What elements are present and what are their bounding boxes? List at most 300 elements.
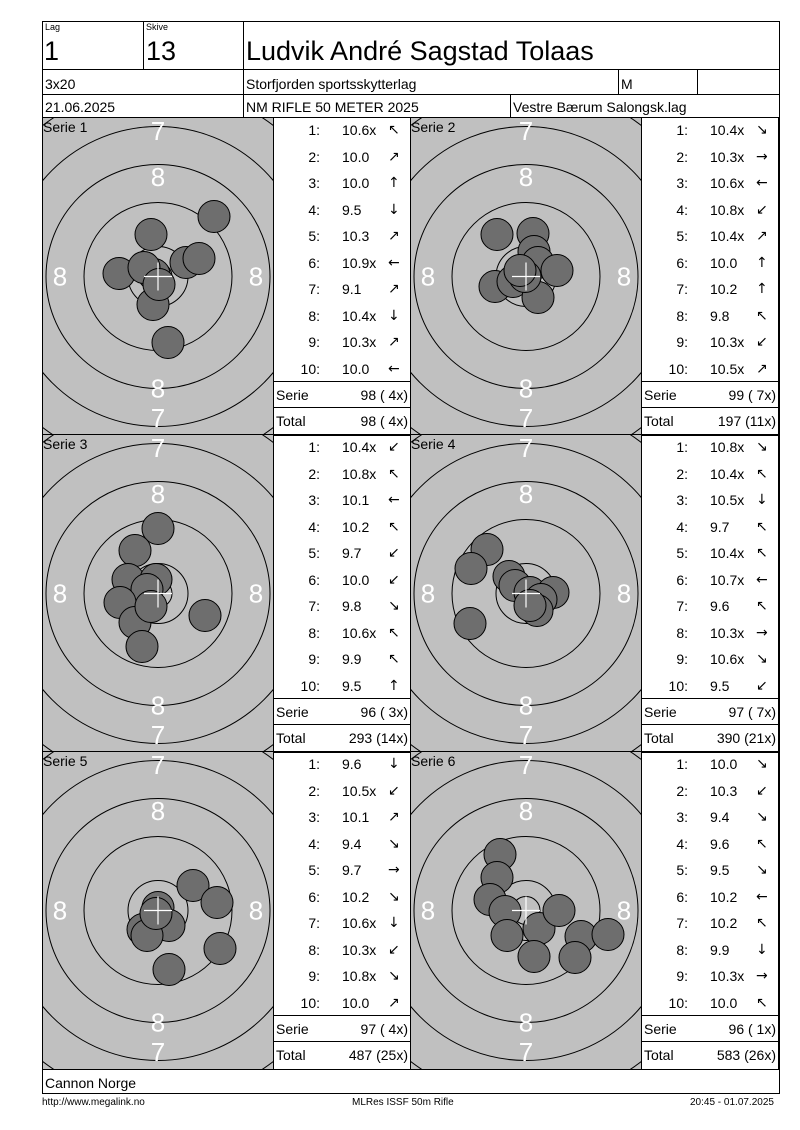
ring-number-label: 7 — [518, 752, 534, 780]
shot-hole — [201, 887, 233, 919]
shot-score: 10.2 — [342, 518, 370, 535]
serie-label: Serie — [644, 387, 677, 403]
ring-number-label: 7 — [150, 752, 166, 780]
ring-number-label: 8 — [52, 578, 68, 609]
series-block — [411, 118, 779, 435]
shot-number: 7: — [676, 598, 688, 614]
shot-number: 4: — [308, 518, 320, 535]
shot-number: 4: — [308, 835, 320, 852]
shot-number: 7: — [308, 598, 320, 614]
shot-score: 10.4x — [342, 307, 377, 324]
shot-score: 10.4x — [710, 465, 745, 482]
shot-number: 4: — [676, 518, 688, 535]
shot-number: 7: — [676, 915, 688, 931]
ring-number-label: 7 — [518, 118, 534, 146]
skive-label: Skive — [146, 22, 169, 32]
shot-hole — [153, 954, 185, 986]
shot-score: 10.0 — [342, 994, 370, 1011]
lag-label: Lag — [45, 22, 61, 32]
total-score: 390 (21x) — [716, 730, 776, 746]
shot-direction-arrow-icon: ↗ — [388, 334, 400, 350]
target-image — [411, 118, 641, 435]
ring-number-label: 8 — [518, 796, 534, 826]
shot-score: 10.3x — [710, 148, 745, 165]
shot-score: 10.6x — [342, 915, 377, 931]
shot-hole — [189, 600, 221, 632]
shot-score: 9.5 — [710, 862, 730, 878]
shot-direction-arrow-icon: ↖ — [388, 122, 400, 138]
shot-direction-arrow-icon: ↘ — [756, 122, 768, 138]
shot-number: 1: — [308, 756, 320, 772]
shot-direction-arrow-icon: → — [756, 624, 768, 641]
shot-number: 2: — [676, 148, 688, 165]
shot-number: 8: — [676, 941, 688, 958]
total-label: Total — [276, 1047, 306, 1063]
target-image — [411, 752, 641, 1069]
serie-score: 97 ( 7x) — [728, 704, 776, 720]
ring-number-label: 8 — [150, 479, 166, 509]
shot-score: 10.2 — [710, 281, 738, 297]
shot-score: 10.3x — [342, 334, 377, 350]
host-club: Vestre Bærum Salongsk.lag — [513, 99, 687, 115]
shot-score: 9.9 — [342, 651, 362, 667]
shot-number: 1: — [308, 122, 320, 138]
shot-direction-arrow-icon: ↓ — [756, 492, 768, 508]
shot-hole — [119, 535, 151, 567]
shot-row — [642, 942, 779, 969]
skive-value: 13 — [146, 36, 177, 66]
shot-direction-arrow-icon: ↑ — [756, 254, 768, 271]
shot-row — [642, 756, 779, 783]
shot-score: 10.6x — [710, 175, 745, 191]
shot-direction-arrow-icon: ↙ — [388, 782, 400, 799]
shot-direction-arrow-icon: ↘ — [388, 598, 400, 614]
ring-number-label: 8 — [248, 895, 264, 926]
ring-number-label: 7 — [150, 435, 166, 463]
shot-number: 6: — [308, 254, 320, 271]
shot-direction-arrow-icon: ↖ — [756, 518, 768, 535]
shot-score: 10.8x — [710, 201, 745, 218]
shot-number: 1: — [308, 439, 320, 455]
shot-row — [642, 149, 779, 176]
total-score: 487 (25x) — [348, 1047, 408, 1063]
shot-row — [642, 862, 779, 889]
shot-hole — [126, 631, 158, 663]
shot-number: 4: — [676, 835, 688, 852]
shot-score: 10.8x — [342, 968, 377, 984]
shot-hole — [143, 269, 175, 301]
shot-score: 9.6 — [342, 756, 362, 772]
series-block — [411, 752, 779, 1069]
shot-number: 9: — [676, 334, 688, 350]
shot-number: 5: — [308, 862, 320, 878]
shot-score: 10.1 — [342, 809, 370, 825]
shot-number: 3: — [308, 492, 320, 508]
ring-number-label: 8 — [518, 1007, 534, 1038]
shot-row — [274, 175, 411, 202]
shot-row — [642, 995, 779, 1022]
ring-number-label: 7 — [150, 1037, 166, 1067]
shot-score: 10.5x — [342, 782, 377, 799]
serie-label: Serie — [276, 1021, 309, 1037]
ring-number-label: 8 — [150, 162, 166, 192]
shot-number: 9: — [676, 651, 688, 667]
ring-number-label: 8 — [248, 578, 264, 609]
website-link[interactable]: http://www.megalink.no — [42, 1097, 145, 1108]
shot-number: 7: — [676, 281, 688, 297]
shot-row — [274, 942, 411, 969]
shot-direction-arrow-icon: ↖ — [388, 651, 400, 667]
shot-score: 9.9 — [710, 941, 730, 958]
shot-direction-arrow-icon: ↖ — [756, 835, 768, 852]
shot-hole — [559, 942, 591, 974]
shot-direction-arrow-icon: ↘ — [388, 888, 400, 905]
shot-row — [642, 968, 779, 995]
lag-value: 1 — [44, 36, 60, 66]
shot-row — [274, 519, 411, 546]
shot-direction-arrow-icon: ↓ — [388, 201, 400, 218]
shot-row — [274, 439, 411, 466]
shot-score: 9.6 — [710, 598, 730, 614]
shot-score: 9.4 — [342, 835, 362, 852]
serie-label: Serie — [644, 1021, 677, 1037]
series-block — [43, 118, 411, 435]
shot-row — [274, 308, 411, 335]
shot-score: 10.0 — [342, 360, 370, 377]
shot-row — [642, 915, 779, 942]
series-title: Serie 3 — [43, 436, 88, 452]
shot-direction-arrow-icon: ↑ — [756, 281, 768, 297]
shot-number: 2: — [308, 465, 320, 482]
shot-number: 3: — [676, 809, 688, 825]
ring-number-label: 8 — [248, 261, 264, 292]
shot-row — [642, 572, 779, 599]
shot-score: 9.7 — [342, 545, 362, 561]
shot-number: 2: — [308, 782, 320, 799]
shot-direction-arrow-icon: ↘ — [756, 651, 768, 667]
shot-row — [274, 466, 411, 493]
shot-score: 10.6x — [342, 122, 377, 138]
total-label: Total — [276, 730, 306, 746]
shot-row — [642, 625, 779, 652]
shot-number: 8: — [308, 941, 320, 958]
shot-score: 10.3x — [342, 941, 377, 958]
series-title: Serie 1 — [43, 119, 88, 135]
ring-number-label: 8 — [420, 895, 436, 926]
shot-direction-arrow-icon: ↖ — [756, 915, 768, 931]
ring-number-label: 8 — [518, 162, 534, 192]
shot-row — [642, 334, 779, 361]
shot-direction-arrow-icon: ← — [756, 175, 768, 191]
shot-direction-arrow-icon: ↘ — [388, 835, 400, 852]
shot-direction-arrow-icon: ↙ — [756, 782, 768, 799]
row-divider — [42, 434, 780, 435]
shot-direction-arrow-icon: → — [756, 968, 768, 984]
shot-score: 10.0 — [342, 148, 370, 165]
shot-score: 10.3x — [710, 334, 745, 350]
shot-number: 9: — [308, 651, 320, 667]
shot-direction-arrow-icon: ↘ — [388, 968, 400, 984]
series-title: Serie 4 — [411, 436, 456, 452]
shot-score: 10.4x — [342, 439, 377, 455]
shot-score: 9.4 — [710, 809, 730, 825]
shot-number: 8: — [676, 307, 688, 324]
target-image — [43, 118, 273, 435]
shot-number: 10: — [668, 994, 688, 1011]
shot-score: 9.7 — [710, 518, 730, 535]
shot-direction-arrow-icon: ↖ — [756, 994, 768, 1011]
shot-hole — [183, 243, 215, 275]
shot-direction-arrow-icon: ← — [388, 492, 400, 508]
shot-number: 10: — [300, 677, 320, 694]
shot-number: 3: — [676, 492, 688, 508]
shot-score: 9.5 — [710, 677, 730, 694]
shot-direction-arrow-icon: ↘ — [756, 756, 768, 772]
shot-row — [642, 492, 779, 519]
total-score: 293 (14x) — [348, 730, 408, 746]
shot-score: 10.5x — [710, 492, 745, 508]
shot-row — [274, 651, 411, 678]
shot-direction-arrow-icon: ↗ — [388, 281, 400, 297]
ring-number-label: 7 — [518, 403, 534, 433]
total-label: Total — [644, 730, 674, 746]
shot-number: 2: — [676, 465, 688, 482]
ring-number-label: 7 — [150, 720, 166, 750]
shot-hole — [592, 919, 624, 951]
shot-number: 4: — [308, 201, 320, 218]
shot-direction-arrow-icon: ↘ — [756, 439, 768, 455]
shot-direction-arrow-icon: ↗ — [388, 148, 400, 165]
total-score: 197 (11x) — [717, 413, 776, 429]
serie-label: Serie — [276, 704, 309, 720]
shot-row — [642, 678, 779, 705]
shooter-name: Ludvik André Sagstad Tolaas — [246, 36, 594, 66]
shot-number: 3: — [676, 175, 688, 191]
shot-row — [642, 308, 779, 335]
shot-hole — [198, 201, 230, 233]
shot-direction-arrow-icon: ← — [756, 888, 768, 905]
shot-hole — [481, 219, 513, 251]
shot-number: 2: — [676, 782, 688, 799]
shot-direction-arrow-icon: ↓ — [756, 941, 768, 958]
ring-number-label: 8 — [616, 895, 632, 926]
shot-number: 5: — [676, 545, 688, 561]
shot-number: 4: — [676, 201, 688, 218]
shot-score: 10.3 — [342, 228, 370, 244]
sponsor-name: Cannon Norge — [45, 1075, 137, 1091]
shot-number: 6: — [676, 571, 688, 588]
shot-number: 6: — [676, 888, 688, 905]
shot-direction-arrow-icon: ↖ — [756, 598, 768, 614]
shot-row — [274, 149, 411, 176]
ring-number-label: 7 — [150, 403, 166, 433]
shot-score: 9.7 — [342, 862, 362, 878]
ring-number-label: 8 — [616, 578, 632, 609]
shot-row — [274, 334, 411, 361]
serie-score: 99 ( 7x) — [728, 387, 776, 403]
ring-number-label: 7 — [518, 720, 534, 750]
shot-row — [274, 915, 411, 942]
shot-number: 6: — [308, 571, 320, 588]
shot-number: 7: — [308, 915, 320, 931]
competition-date: 21.06.2025 — [45, 99, 116, 115]
shot-direction-arrow-icon: ↗ — [388, 809, 400, 825]
ring-number-label: 8 — [52, 261, 68, 292]
shot-number: 5: — [308, 545, 320, 561]
shot-score: 9.1 — [342, 281, 362, 297]
shot-row — [642, 281, 779, 308]
ring-number-label: 8 — [518, 373, 534, 404]
shot-direction-arrow-icon: ↖ — [756, 545, 768, 561]
shot-direction-arrow-icon: ↓ — [388, 915, 400, 931]
ring-number-label: 8 — [150, 373, 166, 404]
shot-row — [274, 809, 411, 836]
shot-row — [642, 651, 779, 678]
shot-direction-arrow-icon: ↗ — [388, 994, 400, 1011]
shot-score: 9.5 — [342, 201, 362, 218]
shot-row — [642, 783, 779, 810]
shot-score: 10.0 — [342, 571, 370, 588]
serie-label: Serie — [644, 704, 677, 720]
shot-row — [642, 228, 779, 255]
ring-number-label: 7 — [518, 1037, 534, 1067]
shot-score: 9.8 — [342, 598, 362, 614]
shot-number: 10: — [668, 677, 688, 694]
shot-row — [274, 756, 411, 783]
shot-direction-arrow-icon: ↙ — [756, 677, 768, 694]
series-title: Serie 2 — [411, 119, 456, 135]
total-label: Total — [644, 1047, 674, 1063]
ring-number-label: 8 — [150, 796, 166, 826]
shot-score: 10.0 — [342, 175, 370, 191]
shot-direction-arrow-icon: ↙ — [388, 545, 400, 561]
shot-hole — [135, 219, 167, 251]
ring-number-label: 8 — [420, 261, 436, 292]
shot-score: 10.3 — [710, 782, 738, 799]
shot-direction-arrow-icon: ↗ — [388, 228, 400, 244]
serie-label: Serie — [276, 387, 309, 403]
total-label: Total — [644, 413, 674, 429]
shot-score: 10.0 — [710, 756, 738, 772]
shot-score: 9.8 — [710, 307, 730, 324]
shot-number: 8: — [308, 307, 320, 324]
shot-number: 5: — [676, 862, 688, 878]
shot-number: 8: — [676, 624, 688, 641]
shot-row — [274, 889, 411, 916]
shot-direction-arrow-icon: ↖ — [388, 518, 400, 535]
shot-score: 10.8x — [710, 439, 745, 455]
shot-score: 9.5 — [342, 677, 362, 694]
shot-score: 9.6 — [710, 835, 730, 852]
shot-row — [274, 995, 411, 1022]
shot-row — [274, 361, 411, 388]
shot-direction-arrow-icon: ↖ — [756, 307, 768, 324]
shot-row — [274, 598, 411, 625]
shot-score: 10.2 — [710, 888, 738, 905]
shot-direction-arrow-icon: ↙ — [388, 439, 400, 455]
shot-row — [274, 862, 411, 889]
software-name: MLRes ISSF 50m Rifle — [352, 1097, 454, 1108]
shot-direction-arrow-icon: ↑ — [388, 175, 400, 191]
serie-score: 96 ( 3x) — [360, 704, 408, 720]
shot-row — [274, 255, 411, 282]
shot-row — [642, 836, 779, 863]
ring-number-label: 8 — [150, 1007, 166, 1038]
shot-row — [642, 809, 779, 836]
shot-row — [642, 175, 779, 202]
shot-row — [274, 492, 411, 519]
shot-number: 8: — [308, 624, 320, 641]
shot-direction-arrow-icon: ← — [388, 360, 400, 377]
shot-direction-arrow-icon: ↘ — [756, 809, 768, 825]
shot-score: 10.3x — [710, 624, 745, 641]
shot-row — [642, 545, 779, 572]
series-title: Serie 5 — [43, 753, 88, 769]
shot-number: 9: — [308, 334, 320, 350]
shot-direction-arrow-icon: ↖ — [756, 465, 768, 482]
series-block — [43, 752, 411, 1069]
target-image — [411, 435, 641, 752]
shot-row — [274, 122, 411, 149]
ring-number-label: 8 — [150, 690, 166, 721]
shot-number: 6: — [676, 254, 688, 271]
shot-number: 1: — [676, 439, 688, 455]
ring-number-label: 7 — [518, 435, 534, 463]
shot-row — [642, 255, 779, 282]
shot-number: 1: — [676, 756, 688, 772]
shot-hole — [135, 591, 167, 623]
ring-number-label: 8 — [420, 578, 436, 609]
shot-direction-arrow-icon: ↙ — [388, 941, 400, 958]
discipline: 3x20 — [45, 76, 76, 92]
print-timestamp: 20:45 - 01.07.2025 — [690, 1097, 774, 1108]
total-label: Total — [276, 413, 306, 429]
shot-number: 3: — [308, 809, 320, 825]
target-image — [43, 752, 273, 1069]
shot-score: 10.4x — [710, 122, 745, 138]
series-title: Serie 6 — [411, 753, 456, 769]
shot-row — [642, 202, 779, 229]
shot-hole — [140, 898, 172, 930]
shot-number: 3: — [308, 175, 320, 191]
shot-number: 10: — [300, 360, 320, 377]
shot-row — [642, 466, 779, 493]
shot-number: 1: — [676, 122, 688, 138]
shot-row — [274, 202, 411, 229]
shot-row — [642, 519, 779, 546]
shot-direction-arrow-icon: ← — [388, 254, 400, 271]
shot-hole — [454, 608, 486, 640]
series-block — [411, 435, 779, 752]
ring-number-label: 7 — [150, 118, 166, 146]
target-image — [43, 435, 273, 752]
shot-direction-arrow-icon: ↓ — [388, 307, 400, 324]
serie-score: 98 ( 4x) — [360, 387, 408, 403]
shot-row — [274, 783, 411, 810]
shot-score: 10.4x — [710, 228, 745, 244]
shot-hole — [514, 590, 546, 622]
shot-row — [642, 361, 779, 388]
shot-number: 9: — [676, 968, 688, 984]
shot-hole — [504, 255, 536, 287]
shot-score: 10.1 — [342, 492, 370, 508]
shot-number: 9: — [308, 968, 320, 984]
shot-score: 10.9x — [342, 254, 377, 271]
shot-number: 2: — [308, 148, 320, 165]
gender-class: M — [621, 76, 633, 92]
shot-row — [642, 439, 779, 466]
shot-direction-arrow-icon: ↑ — [388, 677, 400, 694]
